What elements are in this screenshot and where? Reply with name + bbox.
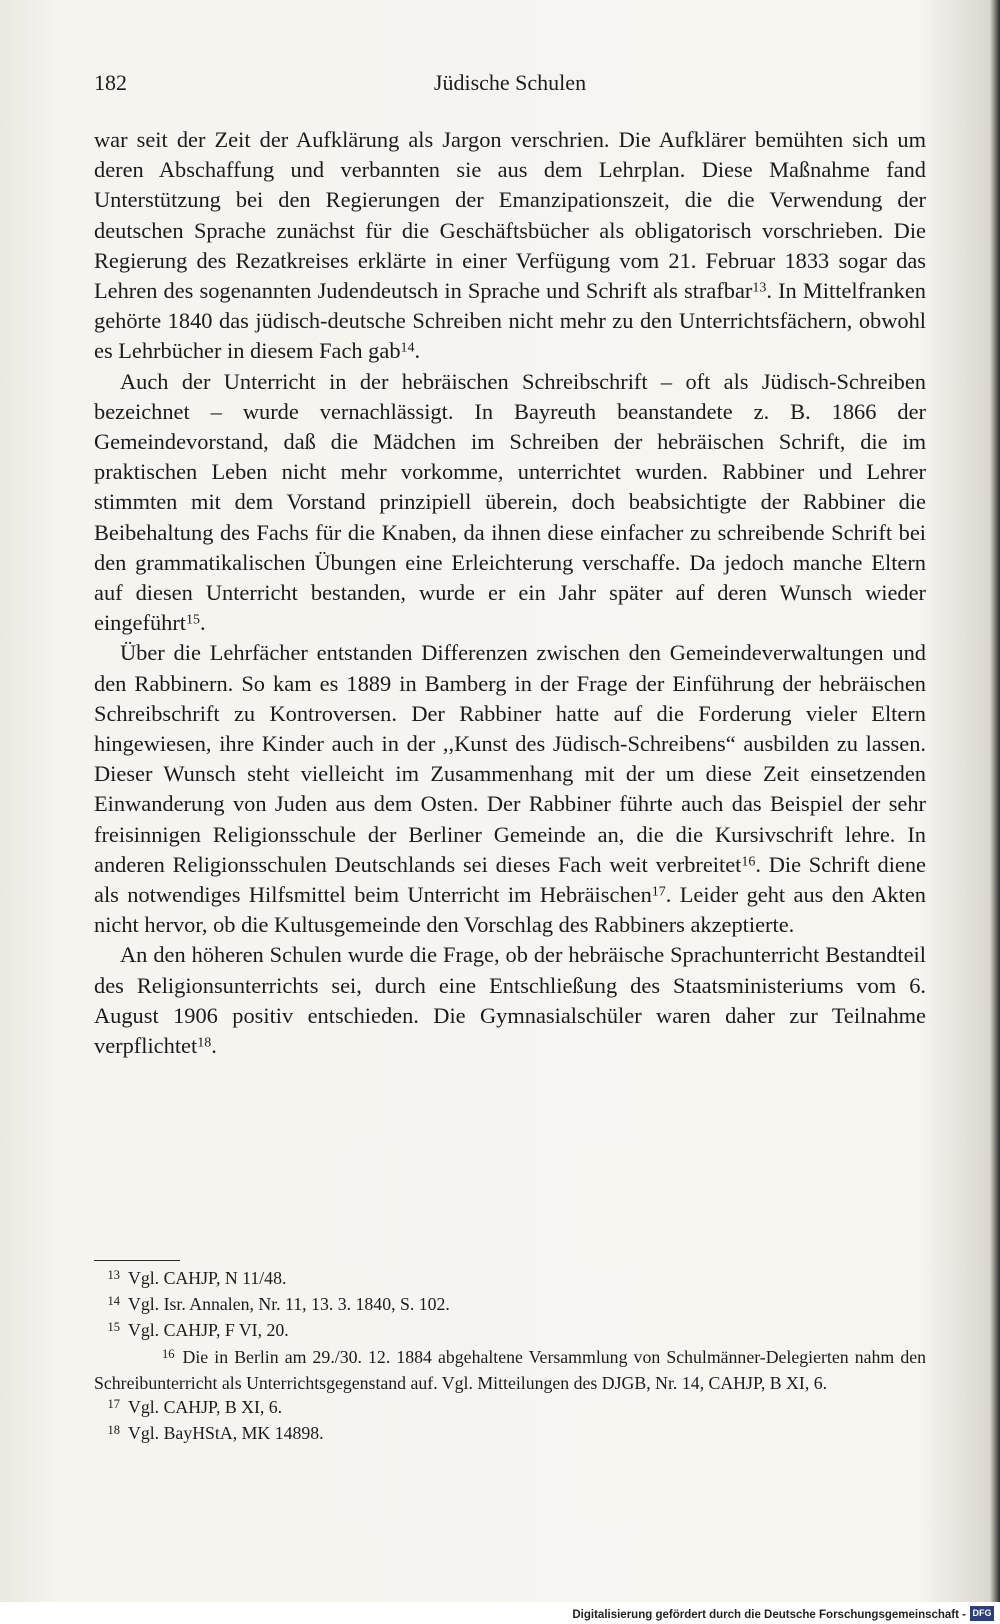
footnote-number: 17 xyxy=(107,1397,120,1412)
footnote-ref-17[interactable]: 17 xyxy=(651,884,666,900)
footnote-text: Vgl. CAHJP, B XI, 6. xyxy=(128,1397,283,1418)
footnote-16 xyxy=(94,1345,926,1395)
footnote-number: 14 xyxy=(107,1294,120,1309)
paragraph-2: Auch der Unterricht in der hebräischen Schreibschrift – oft als Jüdisch-Schreiben bezeichnet – wurde vernachlässigt. In Bayreuth beanstandete z. B. 1866 der Gemeindevorstand, daß die Mädchen im Schreiben der hebräischen Schrift, die im praktischen Leben nicht mehr vorkomme, unterrichtet wurden. Rabbiner und Lehrer stimmten mit dem Vorstand prinzipiell überein, doch beabsichtigte der Rabbiner die Beibehaltung des Fachs für die Knaben, da ihnen diese einfacher zu schreibende Schrift bei den grammatikalischen Übungen eine Erleichterung verschaffe. Da jedoch manche Eltern auf diesen Unterricht bestanden, wurde er ein Jahr später auf deren Wunsch wieder eingeführt$^{15}$. xyxy=(94,368,926,636)
footnote-ref-16[interactable]: 16 xyxy=(741,854,756,870)
footnote-ref-15[interactable]: 15 xyxy=(186,612,201,628)
footnote-number: 13 xyxy=(107,1268,120,1282)
footnote-ref-14[interactable]: 14 xyxy=(400,341,415,357)
footnote-number: 16 xyxy=(162,1346,175,1361)
footnote-number: 15 xyxy=(107,1320,120,1335)
footnote-ref-18[interactable]: 18 xyxy=(197,1035,212,1051)
footnote-14 xyxy=(94,1292,926,1318)
dfg-logo-icon: DFG xyxy=(970,1606,994,1621)
footnote-13 xyxy=(94,1266,926,1292)
footnote-text: Die in Berlin am 29./30. 12. 1884 abgehaltene Versammlung von Schulmänner-Delegierten nahm den Schreibunterricht als Unterrichtsgegenstand auf. Vgl. Mitteilungen des DJGB, Nr. 14, CAHJP, B XI, 6. xyxy=(94,1346,926,1393)
footnote-text: Vgl. Isr. Annalen, Nr. 11, 13. 3. 1840, S. 102. xyxy=(128,1294,450,1315)
page-header xyxy=(94,70,926,102)
footnote-15 xyxy=(94,1318,926,1344)
footnote-text: Vgl. CAHJP, N 11/48. xyxy=(128,1268,287,1288)
digitization-note: Digitalisierung gefördert durch die Deutsche Forschungsgemeinschaft - xyxy=(572,1609,966,1621)
page-number: 182 xyxy=(94,70,127,95)
footnote-text: Vgl. CAHJP, F VI, 20. xyxy=(128,1320,289,1341)
footnote-separator xyxy=(94,1260,180,1261)
footnote-number: 18 xyxy=(107,1423,120,1438)
paragraph-1: war seit der Zeit der Aufklärung als Jargon verschrien. Die Aufklärer bemühten sich um deren Abschaffung und verbannten sie aus dem Lehrplan. Diese Maßnahme fand Unterstützung bei den Regierungen der Emanzipationszeit, die die Verwendung der deutschen Sprache zunächst für die Geschäftsbücher als obligatorisch vorschrieben. Die Regierung des Rezatkreises erklärte in einer Verfügung vom 21. Februar 1833 sogar das Lehren des sogenannten Judendeutsch in Sprache und Schrift als strafbar$^{13}$. In Mittelfranken gehörte 1840 das jüdisch-deutsche Schreiben nicht mehr zu den Unterrichtsfächern, obwohl es Lehrbücher in diesem Fach gab$^{14}$. xyxy=(94,127,926,364)
footnote-text: Vgl. BayHStA, MK 14898. xyxy=(128,1423,324,1444)
body-text xyxy=(94,125,926,1061)
paragraph-4: An den höheren Schulen wurde die Frage, ob der hebräische Sprachunterricht Bestandteil des Religionsunterrichts sei, durch eine Entschließung des Staatsministeriums vom 6. August 1906 positiv entschieden. Die Gymnasialschüler waren daher zur Teilnahme verpflichtet$^{18}$. xyxy=(94,942,926,1059)
running-title: Jüdische Schulen xyxy=(433,70,587,95)
footnote-18 xyxy=(94,1421,926,1447)
paragraph-3: Über die Lehrfächer entstanden Differenzen zwischen den Gemeindeverwaltungen und den Rabbinern. So kam es 1889 in Bamberg in der Frage der Einführung der hebräischen Schreibschrift zu Kontroversen. Der Rabbiner hatte auf die Forderung vieler Eltern hingewiesen, ihre Kinder auch in der ,,Kunst des Jüdisch-Schreibens“ ausbilden zu lassen. Dieser Wunsch steht vielleicht im Zusammenhang mit der um diese Zeit einsetzenden Einwanderung von Juden aus dem Osten. Der Rabbiner führte auch das Beispiel der sehr freisinnigen Religionsschule der Berliner Gemeinde an, die die Kursivschrift lehre. In anderen Religionsschulen Deutschlands sei dieses Fach weit verbreitet$^{16}$. Die Schrift diene als notwendiges Hilfsmittel beim Unterricht im Hebräischen$^{17}$. Leider geht aus den Akten nicht hervor, ob die Kultusgemeinde den Vorschlag des Rabbiners akzeptierte. xyxy=(94,640,926,938)
footnotes xyxy=(94,1266,926,1447)
footnote-17 xyxy=(94,1395,926,1421)
footnote-ref-13[interactable]: 13 xyxy=(752,280,767,296)
digitization-bar xyxy=(0,1602,1000,1624)
